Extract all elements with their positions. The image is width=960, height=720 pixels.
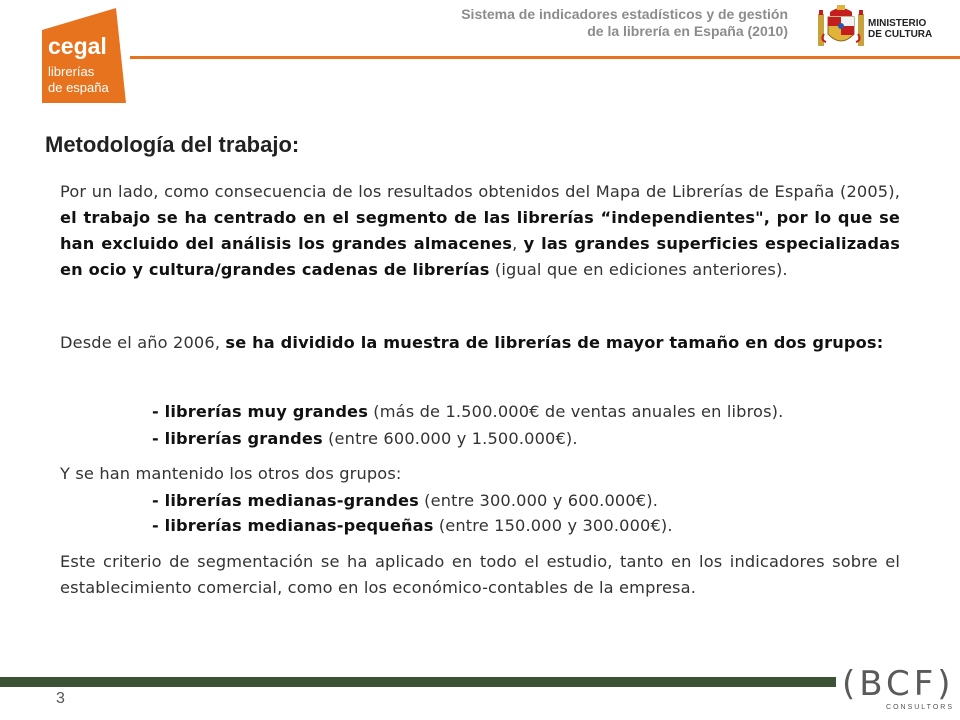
paragraph-criteria: Este criterio de segmentación se ha aplicado en todo el estudio, tanto en los indicadores sobre el establecimiento comercial, como en los económico-contables de la empresa.: [60, 552, 900, 597]
paragraph-scope-b1: el trabajo se ha centrado en el segmento de las librerías “independientes", por lo que se han excluido del análisis los grandes almacenes: [60, 208, 900, 253]
paragraph-division: [60, 330, 900, 356]
list-item: [152, 488, 912, 513]
list-item: [152, 425, 912, 452]
group-label: - librerías medianas-pequeñas: [152, 516, 434, 535]
other-groups-intro: Y se han mantenido los otros dos grupos:: [60, 464, 402, 483]
cegal-logo-sub1: librerías: [48, 64, 95, 79]
report-title-line1: Sistema de indicadores estadísticos y de gestión: [461, 6, 788, 22]
paragraph-scope-t2: ,: [512, 234, 524, 253]
footer-bar: [0, 677, 836, 687]
cegal-logo: [38, 6, 128, 104]
bcf-logo-sub: CONSULTORS: [886, 704, 954, 711]
list-item: [152, 398, 912, 425]
ministerio-label: MINISTERIO DE CULTURA: [868, 18, 933, 40]
report-title-line2: de la librería en España (2010): [587, 23, 788, 39]
paragraph-scope-t3: (igual que en ediciones anteriores).: [489, 260, 788, 279]
list-item: [152, 513, 912, 538]
group-detail: (entre 150.000 y 300.000€).: [433, 516, 673, 535]
cegal-logo-sub2: de españa: [48, 80, 109, 95]
large-groups-list: [152, 398, 912, 452]
group-label: - librerías grandes: [152, 429, 323, 448]
paragraph-division-t1: Desde el año 2006,: [60, 333, 226, 352]
paragraph-scope-t1: Por un lado, como consecuencia de los resultados obtenidos del Mapa de Librerías de España (2005),: [60, 182, 900, 201]
paragraph-scope: [60, 179, 900, 283]
page-title: Metodología del trabajo:: [45, 132, 300, 157]
group-detail: (entre 300.000 y 600.000€).: [418, 491, 658, 510]
paragraph-scope-b2: y las grandes superficies especializadas en ocio y cultura/grandes cadenas de librerías: [60, 234, 900, 279]
report-title: [368, 6, 788, 40]
group-label: - librerías medianas-grandes: [152, 491, 419, 510]
spain-coat-of-arms-icon: [816, 4, 866, 50]
ministerio-cultura-logo: [816, 4, 956, 50]
other-groups-list: [152, 488, 912, 538]
header-divider: [130, 56, 960, 59]
group-detail: (más de 1.500.000€ de ventas anuales en libros).: [367, 402, 784, 421]
group-detail: (entre 600.000 y 1.500.000€).: [322, 429, 578, 448]
bcf-logo-mark: (BCF): [842, 664, 955, 704]
bcf-consultors-logo: [842, 662, 954, 718]
cegal-logo-word: cegal: [48, 33, 107, 59]
group-label: - librerías muy grandes: [152, 402, 368, 421]
paragraph-division-b1: se ha dividido la muestra de librerías de mayor tamaño en dos grupos:: [225, 333, 884, 352]
page-number: 3: [56, 690, 65, 707]
